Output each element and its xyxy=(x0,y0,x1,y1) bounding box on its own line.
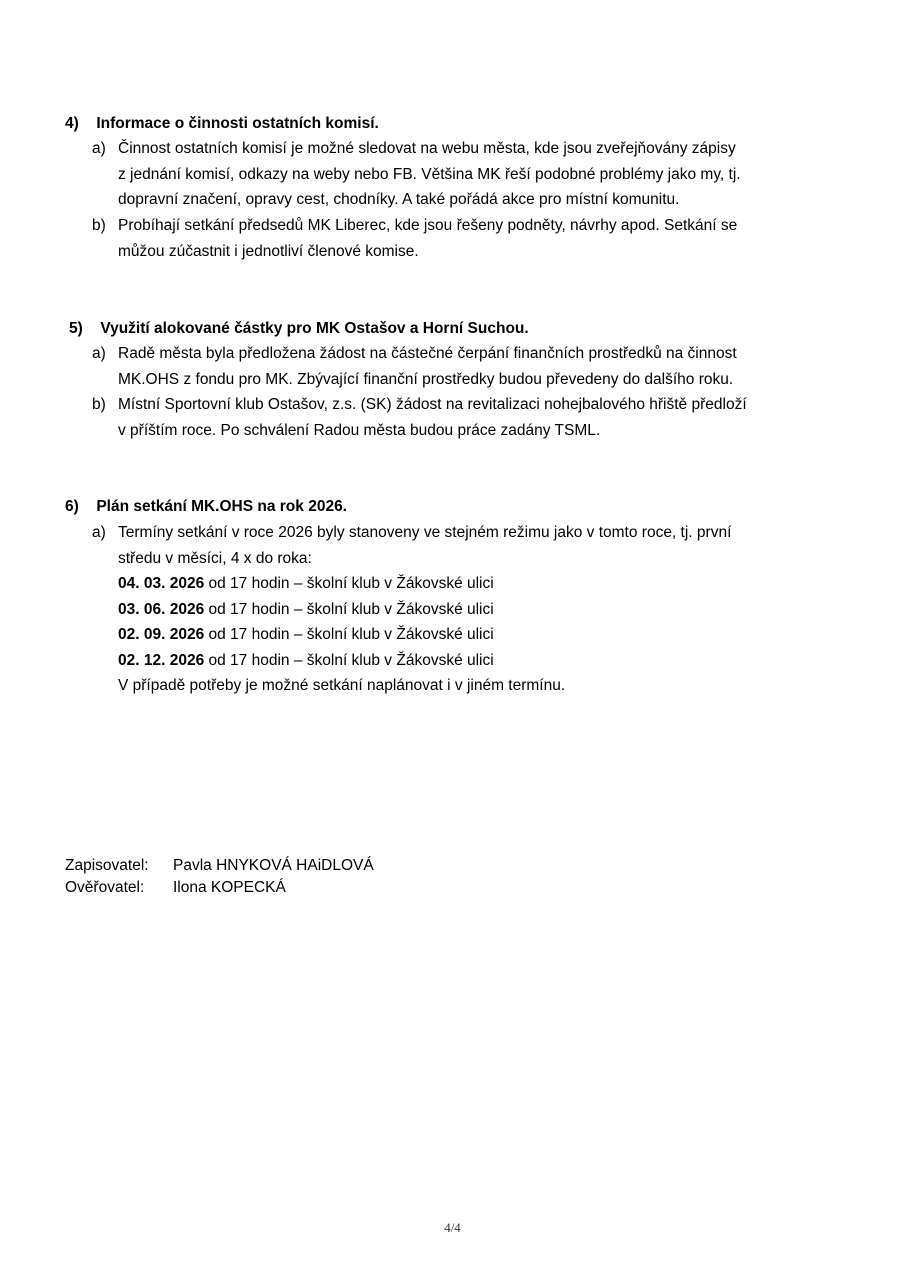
meeting-date-row xyxy=(118,622,818,648)
meeting-details: od 17 hodin – školní klub v Žákovské ulici xyxy=(204,651,494,669)
text-line: Místní Sportovní klub Ostašov, z.s. (SK) žádost na revitalizaci nohejbalového hřiště předloží xyxy=(118,396,747,413)
section-number: 6) xyxy=(65,498,79,515)
text-line: Radě města byla předložena žádost na částečné čerpání finančních prostředků na činnost xyxy=(118,345,737,362)
recorder-name: Pavla HNYKOVÁ HAiDLOVÁ xyxy=(173,857,374,874)
item-text xyxy=(118,213,818,264)
item-text xyxy=(118,392,818,443)
text-line: V případě potřeby je možné setkání naplánovat i v jiném termínu. xyxy=(118,677,566,694)
meeting-details: od 17 hodin – školní klub v Žákovské ulici xyxy=(204,600,494,618)
item-marker: b) xyxy=(92,396,106,413)
text-line: středu v měsíci, 4 x do roka: xyxy=(118,549,312,567)
section-number: 5) xyxy=(69,320,83,337)
item-marker: a) xyxy=(92,140,106,157)
meeting-date-row xyxy=(118,597,818,623)
text-line: dopravní značení, opravy cest, chodníky. A také pořádá akce pro místní komunitu. xyxy=(118,191,680,208)
meeting-date: 02. 12. 2026 xyxy=(118,651,205,669)
item-text xyxy=(118,341,818,392)
item-marker: a) xyxy=(92,524,106,541)
item-text xyxy=(118,520,818,699)
meeting-details: od 17 hodin – školní klub v Žákovské ulici xyxy=(204,575,494,592)
text-line: Termíny setkání v roce 2026 byly stanoveny ve stejném režimu jako v tomto roce, tj. první xyxy=(118,524,732,541)
signatures-block xyxy=(65,855,374,899)
section-heading xyxy=(69,318,529,340)
recorder-label: Zapisovatel: xyxy=(65,857,149,874)
item-marker: a) xyxy=(92,345,106,362)
text-line: MK.OHS z fondu pro MK. Zbývající finanční prostředky budou převedeny do dalšího roku. xyxy=(118,370,734,388)
meeting-date: 03. 06. 2026 xyxy=(118,600,205,618)
text-line: v příštím roce. Po schválení Radou města budou práce zadány TSML. xyxy=(118,421,601,439)
text-line: Probíhají setkání předsedů MK Liberec, kde jsou řešeny podněty, návrhy apod. Setkání se xyxy=(118,217,738,234)
text-line: z jednání komisí, odkazy na weby nebo FB. Většina MK řeší podobné problémy jako my, tj. xyxy=(118,165,741,183)
text-line: můžou zúčastnit i jednotliví členové komise. xyxy=(118,242,419,260)
section-title: Informace o činnosti ostatních komisí. xyxy=(96,115,379,132)
meeting-date: 02. 09. 2026 xyxy=(118,626,205,643)
verifier-row xyxy=(65,877,374,899)
verifier-label: Ověřovatel: xyxy=(65,879,145,896)
item-text xyxy=(118,136,818,213)
text-line: Činnost ostatních komisí je možné sledovat na webu města, kde jsou zveřejňovány zápisy xyxy=(118,140,736,157)
verifier-name: Ilona KOPECKÁ xyxy=(173,879,286,896)
section-number: 4) xyxy=(65,115,79,132)
section-heading xyxy=(65,113,379,135)
item-marker: b) xyxy=(92,217,106,234)
meeting-date-row xyxy=(118,648,818,674)
meeting-date-row xyxy=(118,571,818,597)
meeting-details: od 17 hodin – školní klub v Žákovské ulici xyxy=(204,626,494,643)
meeting-date: 04. 03. 2026 xyxy=(118,575,205,592)
section-heading xyxy=(65,496,347,518)
section-title: Plán setkání MK.OHS na rok 2026. xyxy=(96,498,347,515)
section-title: Využití alokované částky pro MK Ostašov a Horní Suchou. xyxy=(100,320,529,337)
recorder-row xyxy=(65,855,374,877)
page-number: 4/4 xyxy=(444,1220,461,1235)
